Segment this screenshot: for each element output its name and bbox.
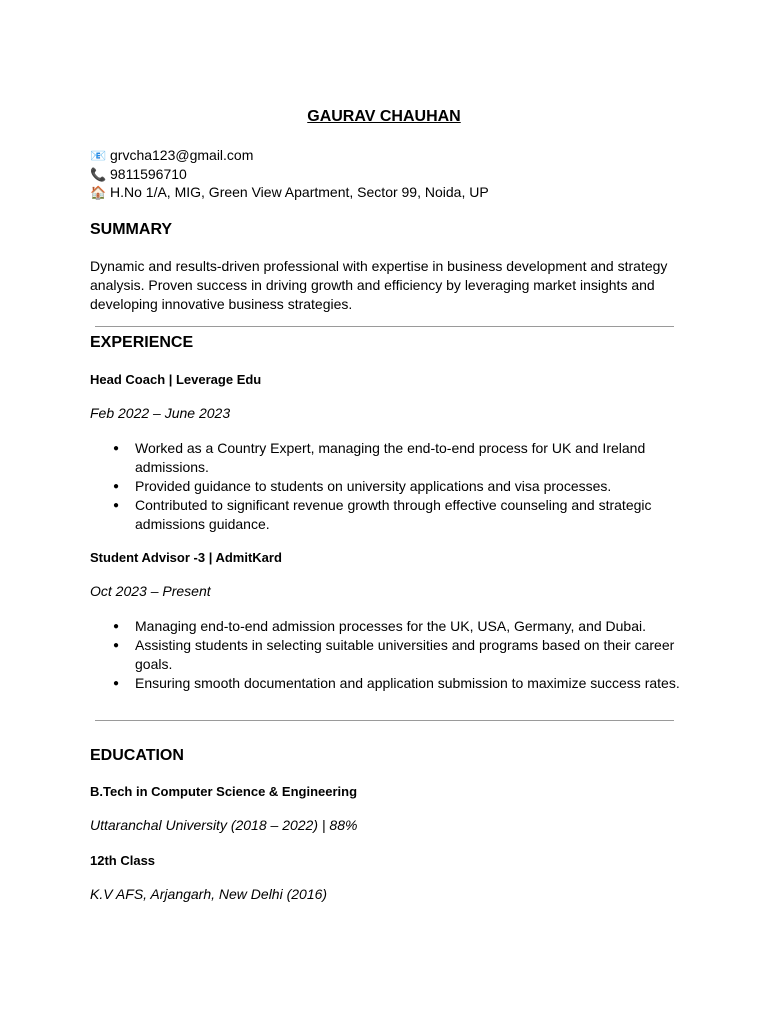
phone-text: 9811596710	[110, 166, 187, 182]
job-dates: Feb 2022 – June 2023	[90, 405, 231, 421]
job-bullet: ● Ensuring smooth documentation and application submission to maximize success rates.	[90, 674, 690, 693]
email-icon: 📧	[90, 148, 107, 163]
section-divider	[95, 326, 674, 327]
degree-title: 12th Class	[90, 853, 156, 868]
job-bullet: ● Assisting students in selecting suitable universities and programs based on their career goals.	[90, 636, 690, 674]
section-divider	[95, 720, 674, 721]
degree-detail: K.V AFS, Arjangarh, New Delhi (2016)	[90, 886, 328, 902]
email-text: grvcha123@gmail.com	[110, 147, 254, 163]
job-bullet: ● Contributed to significant revenue growth through effective counseling and strategic admissions guidance.	[90, 496, 690, 534]
degree-title: B.Tech in Computer Science & Engineering	[90, 784, 358, 799]
job-title: Head Coach | Leverage Edu	[90, 372, 262, 387]
degree-detail: Uttaranchal University (2018 – 2022) | 88%	[90, 817, 358, 833]
email-line	[90, 146, 253, 165]
job-bullets	[90, 617, 690, 693]
summary-text: Dynamic and results-driven professional with expertise in business development and strategy analysis. Proven success in driving growth and efficiency by leveraging market insights and developing innovative business strategies.	[90, 258, 668, 312]
house-icon: 🏠	[90, 185, 107, 200]
address-text: H.No 1/A, MIG, Green View Apartment, Sector 99, Noida, UP	[110, 184, 489, 200]
education-heading: EDUCATION	[90, 747, 184, 764]
phone-line	[90, 165, 187, 184]
summary-heading: SUMMARY	[90, 221, 173, 238]
candidate-name: GAURAV CHAUHAN	[307, 108, 461, 125]
address-line	[90, 183, 489, 202]
job-dates: Oct 2023 – Present	[90, 583, 211, 599]
job-title: Student Advisor -3 | AdmitKard	[90, 550, 282, 565]
job-bullet: ● Managing end-to-end admission processes for the UK, USA, Germany, and Dubai.	[90, 617, 690, 636]
job-bullet: ● Provided guidance to students on university applications and visa processes.	[90, 477, 690, 496]
phone-icon: 📞	[90, 167, 107, 182]
job-bullets	[90, 439, 690, 534]
job-bullet: ● Worked as a Country Expert, managing the end-to-end process for UK and Ireland admissions.	[90, 439, 690, 477]
experience-heading: EXPERIENCE	[90, 334, 194, 351]
